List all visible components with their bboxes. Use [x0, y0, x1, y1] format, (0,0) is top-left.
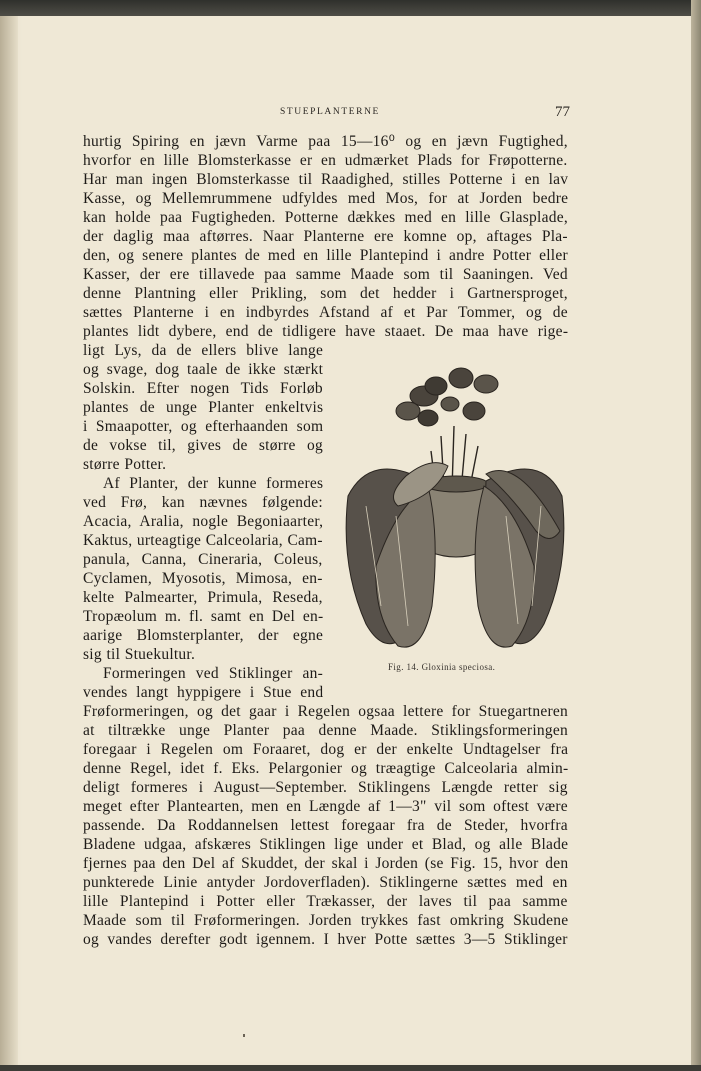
text-line: Bladene udgaa, afskæres Stiklingen lige under et Blad, og alle Blade [83, 836, 569, 853]
text-line: Formeringen ved Stiklinger an- [103, 665, 323, 682]
text-line: Cyclamen, Myosotis, Mimosa, en- [83, 570, 323, 587]
page-right-edge [691, 0, 701, 1071]
text-line: den, og senere plantes de med en lille Plantepind i andre Potter eller [83, 247, 568, 264]
text-line: Tropæolum m. fl. samt en Del en- [83, 608, 324, 625]
gloxinia-illustration [336, 356, 572, 656]
figure-caption: Fig. 14. Gloxinia speciosa. [388, 662, 496, 672]
text-line: Har man ingen Blomsterkasse til Raadighed, stilles Potterne i en lav [83, 171, 569, 188]
text-line: lille Plantepind i Potter eller Trækasser, der laves til paa samme [83, 893, 568, 910]
text-line: hurtig Spiring en jævn Varme paa 15—16⁰ og en jævn Fugtighed, [83, 133, 568, 150]
text-line: plantes de unge Planter enkeltvis [83, 399, 324, 416]
text-line: de vokse til, gives de større og [83, 437, 323, 454]
text-line: plantes lidt dybere, end de tidligere have staaet. De maa have rige- [83, 323, 569, 340]
gutter-fold [0, 16, 18, 1065]
text-line: der daglig maa aftørres. Naar Planterne ere komne op, aftages Pla- [83, 228, 568, 245]
text-line: kelte Palmearter, Primula, Reseda, [83, 589, 323, 606]
page-top-edge [0, 0, 701, 16]
running-title: STUEPLANTERNE [280, 107, 380, 117]
text-line: Kasser, der ere tillavede paa samme Maade som til Saaningen. Ved [83, 266, 568, 283]
text-line: aarige Blomsterplanter, der egne [83, 627, 324, 644]
text-line: Frøformeringen, og det gaar i Regelen ogsaa lettere for Stuegartneren [83, 703, 568, 720]
text-line: deligt formeres i August—September. Stiklingens Længde retter sig [83, 779, 568, 796]
text-line: vendes langt hyppigere i Stue end [83, 684, 324, 701]
text-line: ved Frø, kan nævnes følgende: [83, 494, 323, 511]
text-line: i Smaapotter, og efterhaanden som [83, 418, 324, 435]
text-line: Maade som til Frøformeringen. Jorden trykkes fast omkring Skudene [83, 912, 569, 929]
text-line: punkterede Linie antyder Jordoverfladen). Stiklingerne sættes med en [83, 874, 568, 891]
text-line: Kasse, og Mellemrummene udfyldes med Mos, for at Jorden bedre [83, 190, 569, 207]
text-line: og vandes derefter godt igennem. I hver Potte sættes 3—5 Stiklinger [83, 931, 568, 948]
text-line: meget efter Plantearten, men en Længde af 1—3" vil som oftest være [83, 798, 568, 815]
text-line: og svage, dog taale de ikke stærkt [83, 361, 324, 378]
text-line: hvorfor en lille Blomsterkasse er en udmærket Plads for Frøpotterne. [83, 152, 568, 169]
text-line: denne Regel, idet f. Eks. Pelargonier og træagtige Calceolaria almin- [83, 760, 569, 777]
text-line: Kaktus, urteagtige Calceolaria, Cam- [83, 532, 323, 549]
page-bottom-edge [0, 1065, 701, 1071]
text-line: denne Plantning eller Prikling, som det hedder i Gartnersproget, [83, 285, 568, 302]
text-line: fjernes paa den Del af Skuddet, der skal i Jorden (se Fig. 15, hvor den [83, 855, 569, 872]
text-line: Solskin. Efter nogen Tids Forløb [83, 380, 323, 397]
text-line: foregaar i Regelen om Foraaret, dog er der enkelte Undtagelser fra [83, 741, 569, 758]
text-line: panula, Canna, Cineraria, Coleus, [83, 551, 323, 568]
text-line: passende. Da Roddannelsen lettest foregaar fra de Steder, hvorfra [83, 817, 568, 834]
text-line: kan holde paa Fugtigheden. Potterne dækkes med en lille Glasplade, [83, 209, 568, 226]
text-line: at tiltrække unge Planter paa denne Maade. Stiklingsformeringen [83, 722, 568, 739]
text-line: sig til Stuekultur. [83, 646, 196, 663]
text-line: Af Planter, der kunne formeres [103, 475, 324, 492]
text-line: sættes Planterne i en indbyrdes Afstand af et Par Tommer, og de [83, 304, 568, 321]
text-line: større Potter. [83, 456, 167, 473]
text-line: ligt Lys, da de ellers blive lange [83, 342, 324, 359]
text-line: Acacia, Aralia, nogle Begoniaarter, [83, 513, 324, 530]
page-number: 77 [555, 104, 570, 120]
speck [243, 1034, 245, 1037]
